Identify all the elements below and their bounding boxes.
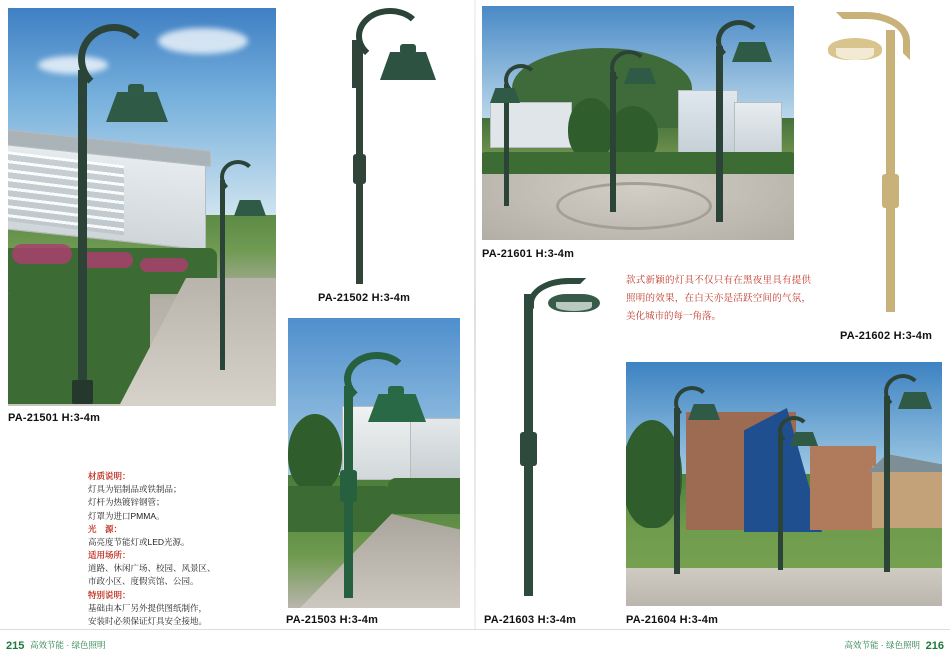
footer [0, 629, 950, 656]
lamp-base [72, 380, 93, 404]
product-photo-pa-21502 [292, 4, 462, 286]
specs-line-1: 灯具为铝制品或铁制品； [88, 484, 182, 495]
light-source-value: 高亮度节能灯或LED光源。 [88, 536, 190, 547]
usage-line-2: 市政小区、度假宾馆、公园。 [88, 576, 199, 587]
lamp-pole [610, 72, 616, 212]
product-photo-pa-21501 [8, 8, 276, 406]
building [490, 102, 572, 148]
plaza-circle [556, 182, 712, 230]
lamp-pole [78, 70, 87, 400]
lamp-cap [388, 386, 404, 396]
note-line-1: 基础由本厂另外提供图纸制作， [88, 602, 208, 613]
lamp-cap [400, 44, 416, 54]
lamp-arm-far [220, 160, 256, 194]
lamp-lens [556, 302, 592, 311]
caption-pa-21602: PA-21602 H:3-4m [840, 330, 933, 342]
specs-line-2: 灯杆为热镀锌钢管； [88, 497, 165, 508]
lamp-pole [716, 46, 723, 222]
flowers [140, 258, 188, 272]
caption-pa-21501: PA-21501 H:3-4m [8, 412, 101, 424]
usage-line-1: 道路、休闲广场、校园、风景区、 [88, 563, 216, 574]
building [872, 466, 942, 528]
tree [568, 98, 614, 160]
footer-text-left: 高效节能 · 绿色照明 [30, 640, 106, 650]
lamp-pole [778, 434, 783, 570]
note-line-2: 安装时必须保证灯具安全接地。 [88, 615, 208, 626]
building [734, 102, 782, 156]
caption-pa-21502: PA-21502 H:3-4m [318, 292, 411, 304]
building [410, 418, 460, 480]
specs-line-3: 灯罩为进口PMMA。 [88, 510, 165, 521]
page-number-left: 215 [6, 640, 25, 652]
intro-paragraph: 款式新颖的灯具不仅只有在黑夜里具有提供照明的效果，在白天亦是活跃空间的气氛，美化城市的每一角落。 [626, 275, 811, 323]
caption-pa-21603: PA-21603 H:3-4m [484, 614, 577, 626]
usage-label: 适用场所： [88, 550, 131, 561]
lamp-pole [884, 396, 890, 572]
light-source-label: 光 源： [88, 523, 123, 534]
lamp-lens [836, 48, 874, 60]
lamp-pole [674, 408, 680, 574]
caption-pa-21601: PA-21601 H:3-4m [482, 248, 575, 260]
cloud [158, 28, 248, 54]
lamp-pole-far [220, 180, 225, 370]
product-photo-pa-21604 [626, 362, 942, 606]
page-gutter [474, 0, 476, 630]
caption-pa-21503: PA-21503 H:3-4m [286, 614, 379, 626]
caption-pa-21604: PA-21604 H:3-4m [626, 614, 719, 626]
lamp-cap [128, 84, 144, 94]
flowers [12, 244, 72, 264]
canopy [8, 151, 124, 236]
hedge [388, 478, 460, 514]
product-photo-pa-21601 [482, 6, 794, 240]
building [810, 446, 876, 530]
pole-collar [340, 470, 357, 502]
tree [288, 414, 342, 492]
footer-text-right: 高效节能 · 绿色照明 [844, 640, 920, 650]
product-photo-pa-21603 [488, 272, 616, 604]
material-specs [88, 470, 216, 628]
pole-collar [882, 174, 899, 208]
product-photo-pa-21602 [810, 4, 946, 314]
lamp-pole [886, 30, 895, 312]
pole-collar [520, 432, 537, 466]
pole-collar [353, 154, 366, 184]
lamp-bracket [352, 40, 358, 88]
page-number-right: 216 [925, 640, 944, 652]
product-photo-pa-21503 [288, 318, 460, 608]
specs-title: 材质说明： [88, 471, 131, 481]
note-label: 特别说明： [88, 589, 131, 600]
building [678, 90, 738, 158]
